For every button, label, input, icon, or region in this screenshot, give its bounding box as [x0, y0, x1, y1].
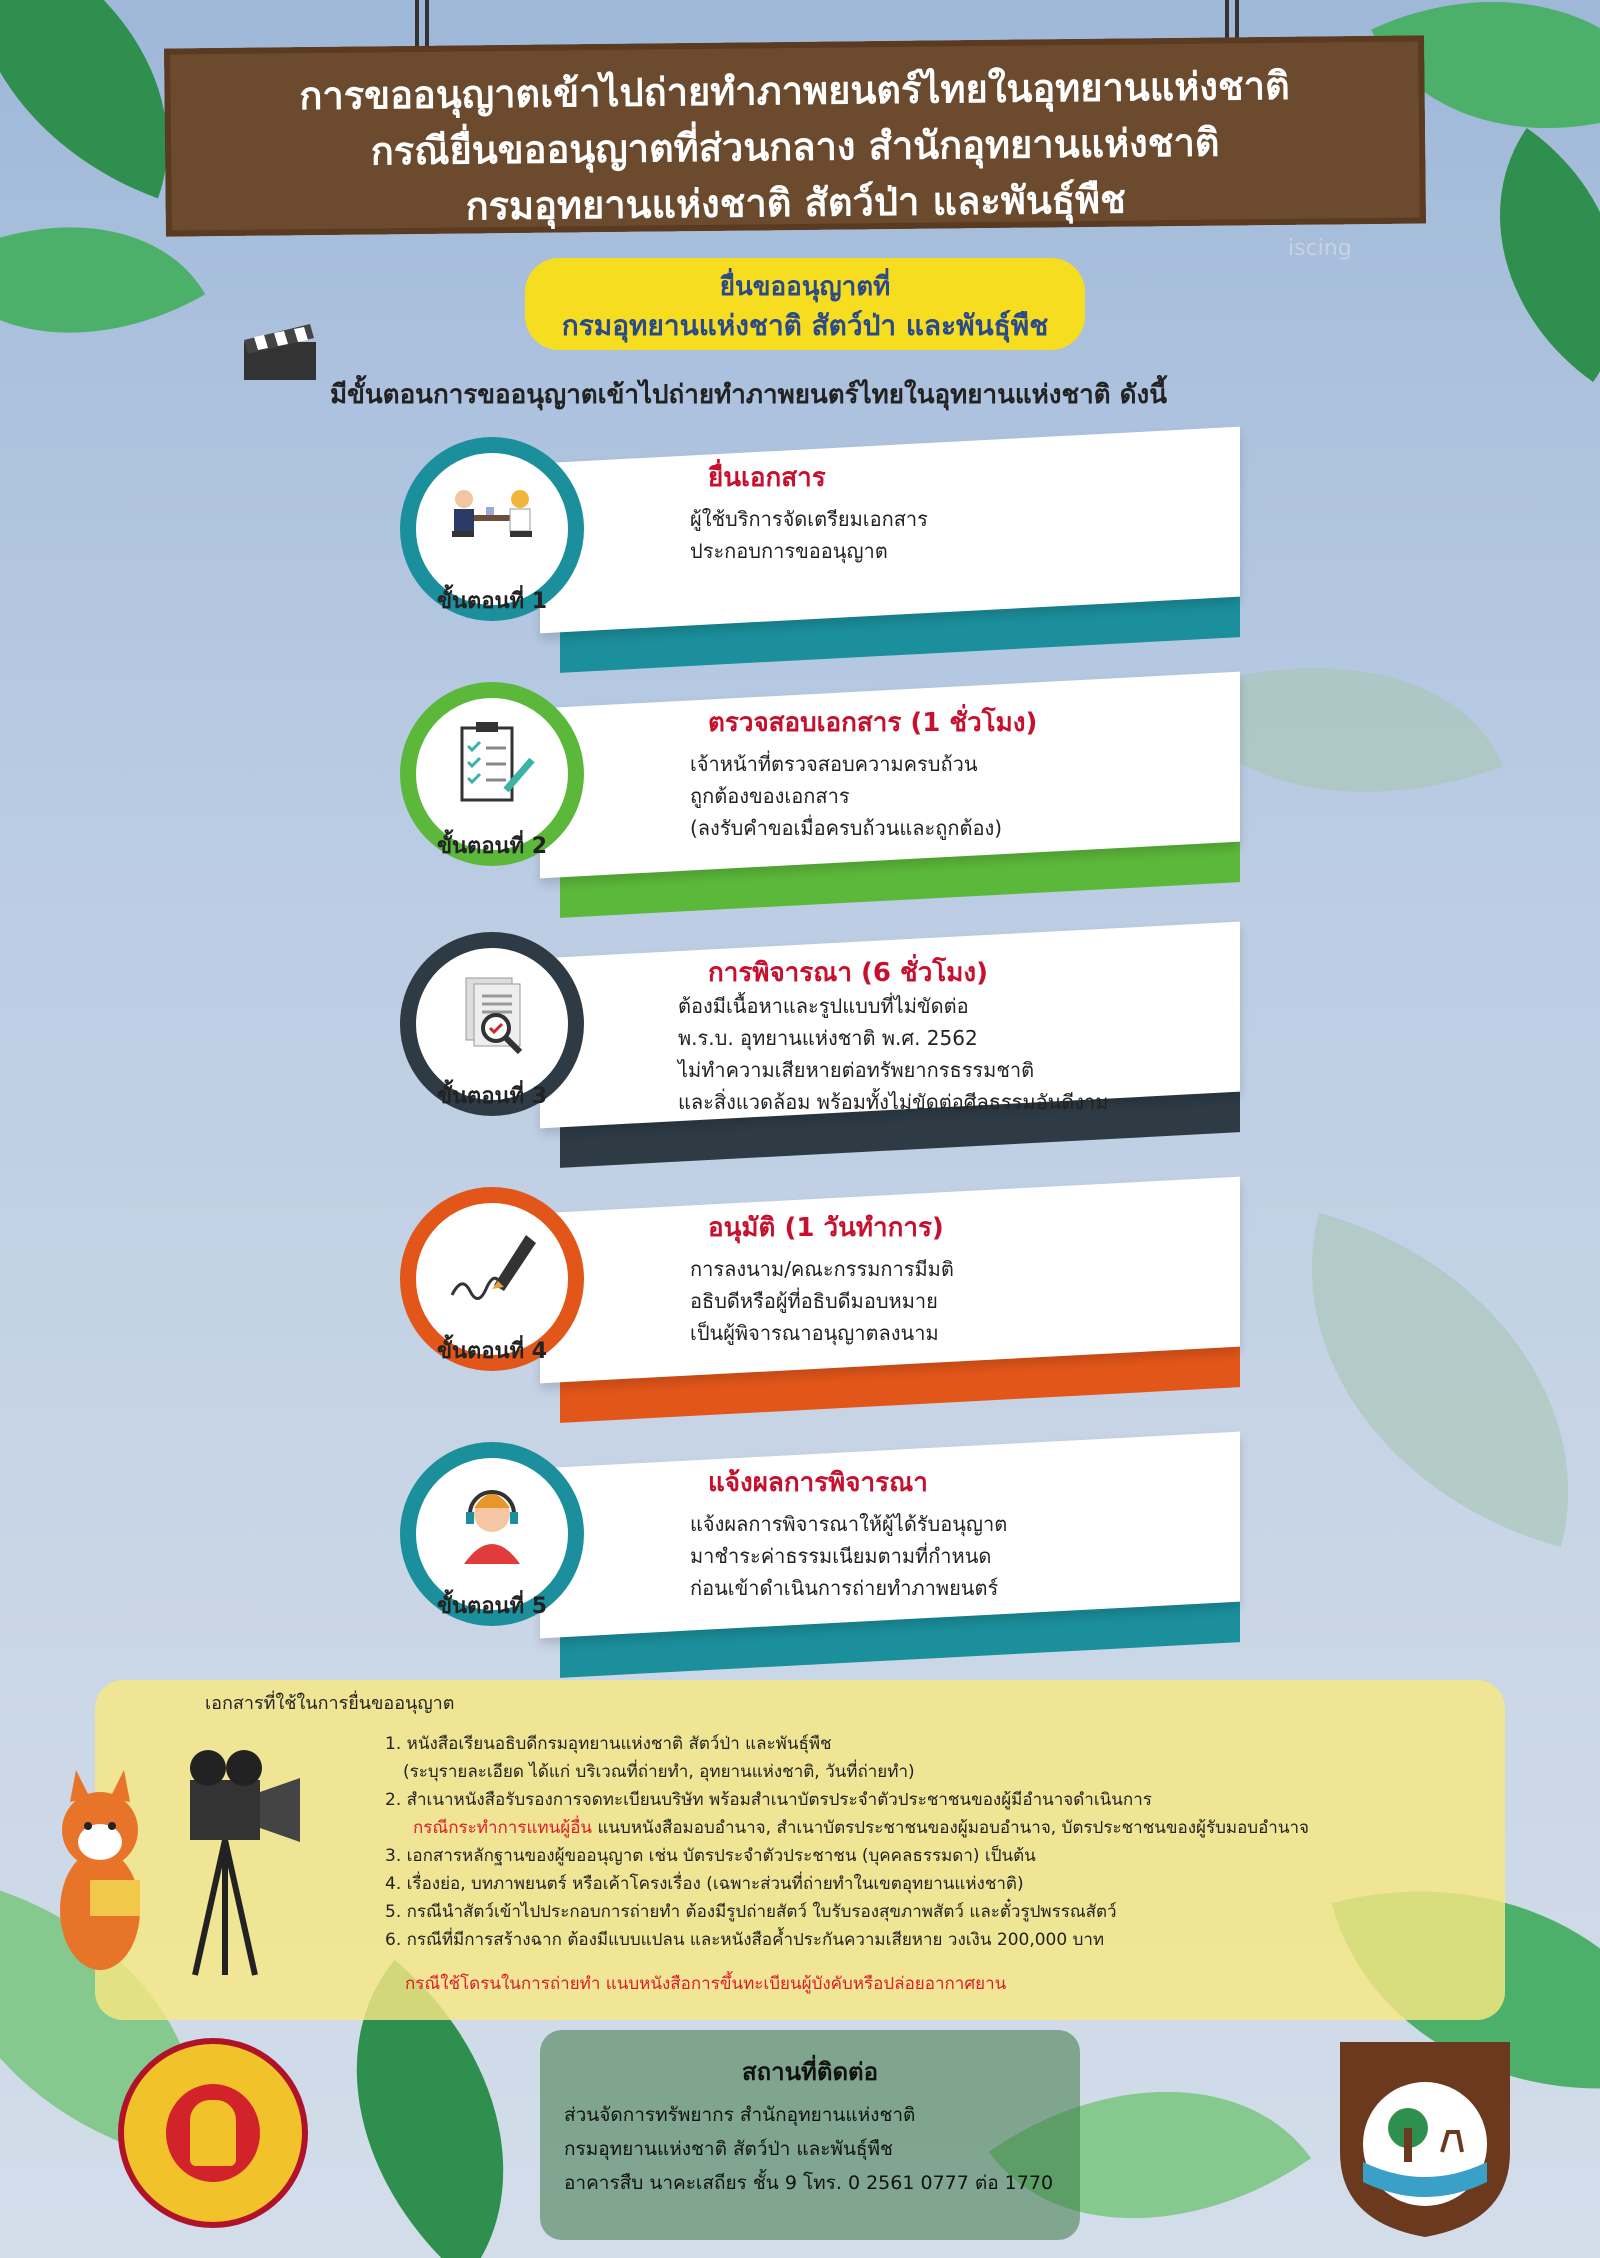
title-line-2: กรณียื่นขออนุญาตที่ส่วนกลาง สำนักอุทยานแห่งชาติ [370, 120, 1220, 174]
step-3 [400, 940, 1260, 1140]
pen-signature-icon [446, 1225, 538, 1317]
step-description-line: อธิบดีหรือผู้ที่อธิบดีมอบหมาย [690, 1289, 938, 1313]
drone-note: กรณีใช้โดรนในการถ่ายทำ แนบหนังสือการขึ้นทะเบียนผู้บังคับหรือปล่อยอากาศยาน [405, 1974, 1007, 1994]
document-search-icon [446, 970, 538, 1062]
checklist-icon [446, 720, 538, 812]
step-description [678, 990, 1108, 1118]
step-ring [400, 682, 584, 866]
watermark: iscing [1288, 236, 1352, 261]
document-item: (ระบุรายละเอียด ได้แก่ บริเวณที่ถ่ายทำ, อุทยานแห่งชาติ, วันที่ถ่ายทำ) [403, 1762, 915, 1782]
step-title: ยื่นเอกสาร [708, 463, 826, 493]
fox-with-camera-illustration [30, 1730, 330, 1980]
document-item: 6. กรณีที่มีการสร้างฉาก ต้องมีแบบแปลน และหนังสือค้ำประกันความเสียหาย วงเงิน 200,000 บาท [385, 1930, 1105, 1950]
step-title: แจ้งผลการพิจารณา [708, 1468, 928, 1498]
document-item: 1. หนังสือเรียนอธิบดีกรมอุทยานแห่งชาติ สัตว์ป่า และพันธุ์พืช [385, 1734, 832, 1754]
step-5 [400, 1450, 1260, 1650]
step-number: ขั้นตอนที่ 3 [436, 1084, 548, 1109]
submit-location-badge [525, 258, 1085, 350]
step-description [690, 503, 928, 567]
step-number: ขั้นตอนที่ 2 [436, 834, 548, 859]
operator-icon [446, 1480, 538, 1572]
document-item [413, 1814, 1309, 1841]
step-description-line: ก่อนเข้าดำเนินการถ่ายทำภาพยนตร์ [690, 1576, 999, 1600]
step-title: อนุมัติ (1 วันทำการ) [708, 1213, 944, 1243]
document-item: 3. เอกสารหลักฐานของผู้ขออนุญาต เช่น บัตรประจำตัวประชาชน (บุคคลธรรมดา) เป็นต้น [385, 1846, 1036, 1866]
national-park-badge-logo [1330, 2032, 1520, 2242]
step-ring [400, 437, 584, 621]
step-description [690, 748, 1002, 844]
step-description [690, 1508, 1007, 1604]
step-description-line: ถูกต้องของเอกสาร [690, 784, 850, 808]
documents-heading: เอกสารที่ใช้ในการยื่นขออนุญาต [205, 1693, 455, 1714]
step-1 [400, 445, 1260, 645]
step-description-line: แจ้งผลการพิจารณาให้ผู้ได้รับอนุญาต [690, 1512, 1008, 1536]
clapperboard-icon [240, 320, 320, 382]
submit-location-line-1: ยื่นขออนุญาตที่ [719, 272, 891, 302]
step-description-line: ประกอบการขออนุญาต [690, 539, 888, 563]
step-4 [400, 1195, 1260, 1395]
contact-heading: สถานที่ติดต่อ [741, 2058, 879, 2086]
step-description-line: เป็นผู้พิจารณาอนุญาตลงนาม [690, 1321, 939, 1345]
chain-icon [415, 0, 429, 48]
meeting-icon [446, 475, 538, 567]
leaf-decoration [1252, 1213, 1600, 1547]
step-number: ขั้นตอนที่ 4 [436, 1339, 548, 1364]
contact-line: กรมอุทยานแห่งชาติ สัตว์ป่า และพันธุ์พืช [564, 2138, 893, 2160]
seal-figure [190, 2100, 236, 2166]
step-title: ตรวจสอบเอกสาร (1 ชั่วโมง) [708, 708, 1038, 738]
title-line-1: การขออนุญาตเข้าไปถ่ายทำภาพยนตร์ไทยในอุทยานแห่งชาติ [299, 63, 1290, 119]
step-description-line: พ.ร.บ. อุทยานแห่งชาติ พ.ศ. 2562 [678, 1026, 978, 1050]
step-ring [400, 1442, 584, 1626]
proxy-note: กรณีกระทำการแทนผู้อื่น [413, 1818, 593, 1838]
step-description-line: และสิ่งแวดล้อม พร้อมทั้งไม่ขัดต่อศีลธรรมอันดีงาม [678, 1090, 1109, 1114]
submit-location-line-2: กรมอุทยานแห่งชาติ สัตว์ป่า และพันธุ์พืช [561, 309, 1049, 342]
title-sign [164, 35, 1426, 236]
title-line-3: กรมอุทยานแห่งชาติ สัตว์ป่า และพันธุ์พืช [465, 177, 1127, 229]
step-ring [400, 1187, 584, 1371]
step-title: การพิจารณา (6 ชั่วโมง) [708, 958, 988, 988]
step-number: ขั้นตอนที่ 1 [436, 589, 548, 614]
step-description-line: เจ้าหน้าที่ตรวจสอบความครบถ้วน [690, 752, 978, 776]
contact-line: ส่วนจัดการทรัพยากร สำนักอุทยานแห่งชาติ [564, 2104, 916, 2126]
contact-panel [540, 2030, 1080, 2240]
step-description-line: ผู้ใช้บริการจัดเตรียมเอกสาร [690, 507, 928, 531]
intro-text: มีขั้นตอนการขออนุญาตเข้าไปถ่ายทำภาพยนตร์ไทยในอุทยานแห่งชาติ ดังนี้ [330, 380, 1167, 410]
document-item: 4. เรื่องย่อ, บทภาพยนตร์ หรือเค้าโครงเรื่อง (เฉพาะส่วนที่ถ่ายทำในเขตอุทยานแห่งชาติ) [385, 1874, 1024, 1894]
step-description-line: ต้องมีเนื้อหาและรูปแบบที่ไม่ขัดต่อ [678, 994, 969, 1018]
step-description-line: (ลงรับคำขอเมื่อครบถ้วนและถูกต้อง) [690, 816, 1003, 840]
proxy-detail: แนบหนังสือมอบอำนาจ, สำเนาบัตรประชาชนของผู้มอบอำนาจ, บัตรประชาชนของผู้รับมอบอำนาจ [597, 1818, 1309, 1838]
step-description [690, 1253, 954, 1349]
document-item: 2. สำเนาหนังสือรับรองการจดทะเบียนบริษัท พร้อมสำเนาบัตรประจำตัวประชาชนของผู้มีอำนาจดำเนินการ [385, 1790, 1152, 1810]
step-ring [400, 932, 584, 1116]
step-description-line: มาชำระค่าธรรมเนียมตามที่กำหนด [690, 1544, 992, 1568]
step-number: ขั้นตอนที่ 5 [436, 1594, 548, 1619]
leaf-decoration [1429, 128, 1600, 382]
department-seal-logo [118, 2038, 308, 2228]
step-description-line: การลงนาม/คณะกรรมการมีมติ [690, 1257, 954, 1281]
step-2 [400, 690, 1260, 890]
contact-line: อาคารสืบ นาคะเสถียร ชั้น 9 โทร. 0 2561 0777 ต่อ 1770 [564, 2172, 1054, 2194]
step-description-line: ไม่ทำความเสียหายต่อทรัพยากรธรรมชาติ [678, 1058, 1035, 1082]
document-item: 5. กรณีนำสัตว์เข้าไปประกอบการถ่ายทำ ต้องมีรูปถ่ายสัตว์ ใบรับรองสุขภาพสัตว์ และตั๋วรูปพรรณสัตว์ [385, 1902, 1117, 1922]
